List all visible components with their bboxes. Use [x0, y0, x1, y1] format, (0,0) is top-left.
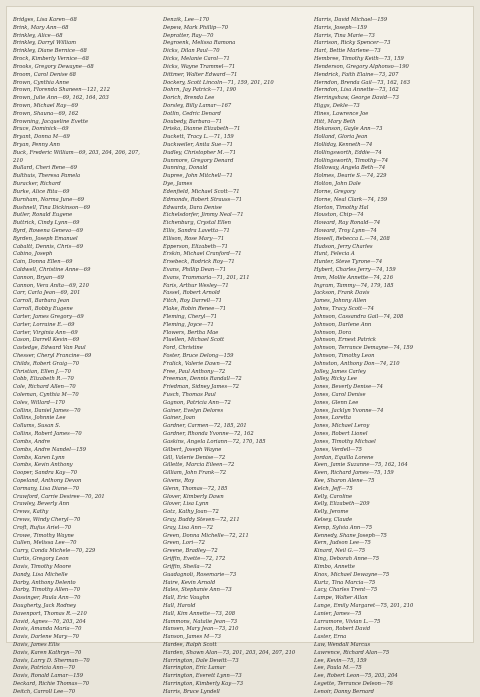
- index-entry: Dohrn, Jay Patrick—71, 190: [163, 87, 237, 94]
- index-entry: Crews, Windy Cheryl—70: [13, 517, 81, 523]
- index-entry: Buck, Frederic William—69, 203, 204, 206, 207,: [13, 149, 140, 156]
- index-entry: Hitt, Mary Beth: [314, 118, 356, 125]
- index-entry: Johnson, Ernest Patrick: [314, 337, 377, 344]
- index-column-2: [163, 17, 305, 697]
- index-entry: Lee, Robert Leon—75, 203, 204: [314, 673, 398, 680]
- index-entry: Knox, Michael Dewayne—75: [314, 571, 390, 578]
- index-entry: Dassinger, Paula Ann—70: [13, 595, 81, 602]
- index-entry: Henderson, Gregory Alphonso—190: [314, 63, 409, 70]
- index-entry: Free, Paul Anthony—72: [163, 368, 226, 375]
- index-entry: Depratter, Ray—70: [163, 32, 214, 39]
- index-entry: Davis, Timothy Moore: [13, 563, 72, 570]
- index-entry: Jones, Carol Denise: [314, 392, 366, 398]
- index-entry: Keen, Jamie Suzanne—75, 162, 164: [314, 462, 408, 469]
- index-entry: David, Agnes—70, 203, 204: [13, 618, 86, 625]
- index-entry: Combs, Kevin Anthony: [13, 462, 73, 469]
- index-entry: Horne, Gregory: [314, 188, 356, 195]
- index-entry: Gotz, Kathy Joan—72: [163, 509, 219, 516]
- index-entry: Christian, Ellen J.—70: [13, 368, 71, 375]
- index-entry: Johnson, Terrance Demayne—74, 159: [314, 345, 414, 352]
- index-entry: Kelly, Elizabeth—209: [314, 501, 370, 508]
- index-entry: Dicks, Melanie Carol—71: [163, 56, 230, 63]
- index-entry: Johnson, Darlene Ann: [314, 321, 372, 328]
- index-entry: Childs, Robert Graig—70: [13, 360, 80, 367]
- index-entry: Crews, Kathy: [13, 509, 49, 516]
- index-entry: Gilbert, Joseph Wayne: [163, 446, 222, 453]
- index-entry: Hembree, Timothy Keith—73, 159: [314, 56, 404, 63]
- index-entry: Fassel, Robert Arnold: [163, 290, 220, 297]
- index-entry: Gill, Valerie Denise—72: [163, 454, 226, 461]
- index-entry: Cain, Donna Ellen—69: [13, 259, 73, 266]
- index-entry: Ellis, Sandra Lavetta—71: [163, 227, 230, 234]
- index-entry: Byrd, Rowena Geneva—69: [13, 227, 83, 234]
- index-entry: Harden, Shawn Alan—73, 201, 203, 204, 207, 210: [163, 649, 296, 656]
- index-entry: Kimbo, Annette: [314, 563, 355, 570]
- index-entry: Carter, James Gregory—69: [13, 313, 84, 320]
- index-entry: Carter, Virginia Ann—69: [13, 329, 78, 336]
- index-entry: Jones, Verdell—75: [314, 446, 362, 453]
- index-entry: Griffin, Sheila—72: [163, 563, 212, 570]
- index-entry: Coles, Willard—170: [13, 399, 65, 406]
- index-entry: Guadagnoli, Rosemarie—73: [163, 571, 237, 578]
- index-column-3: [314, 17, 464, 697]
- index-entry: Dunmore, Gregory Denard: [163, 157, 234, 164]
- index-entry: Evans, Phillip Dean—71: [163, 267, 226, 273]
- index-entry: Hall, Harold: [163, 602, 196, 609]
- index-entry: Davis, Ronald Lamar—159: [13, 673, 84, 680]
- index-entry: Foster, Bruce Delong—159: [163, 352, 234, 359]
- index-entry: Jones, Loretta: [314, 415, 351, 422]
- index-entry: Gaskins, Angela Loriann—72, 170, 185: [163, 438, 266, 445]
- index-entry: Jolley, Ricky Lee: [314, 376, 357, 383]
- index-entry: Dicks, Wayne Trammel—71: [163, 63, 236, 70]
- index-entry: Dotlin, Cedric Denard: [163, 110, 221, 117]
- index-entry: Larson, Robert David: [314, 626, 371, 633]
- index-entry: James, Johnny Allen: [314, 298, 367, 305]
- index-entry: Hollingsworth, Timothy—74: [314, 157, 389, 164]
- index-entry: 210: [13, 157, 23, 164]
- index-entry: Lee, Paula M.—75: [314, 665, 362, 672]
- index-entry: Hales, Stephanie Ann—73: [163, 587, 232, 594]
- index-entry: Harrington, Everett Lynn—73: [163, 673, 242, 680]
- index-entry: Collins, Daniel James—70: [13, 407, 81, 414]
- index-entry: Lacy, Charles Trent—75: [314, 587, 378, 594]
- index-entry: Kelch, Jeff—75: [314, 485, 353, 492]
- index-entry: Kennedy, Shane Joseph—75: [314, 532, 387, 539]
- index-entry: Ford, Christine: [163, 345, 203, 352]
- index-entry: Daugherty, Jack Rodney: [13, 602, 76, 609]
- index-entry: Erskin, Michael Cranford—71: [163, 251, 242, 258]
- index-entry: Driska, Dianne Elizabeth—71: [163, 126, 241, 133]
- index-entry: Davis, James Ellis: [13, 642, 60, 648]
- index-entry: Brinkley, Alice—68: [13, 32, 63, 39]
- index-entry: Cormany, Lisa Diane—70: [13, 485, 80, 492]
- index-entry: Crawley, Beverly Ann: [13, 501, 70, 508]
- index-entry: Harris, Bruce Lyndell: [163, 688, 220, 695]
- index-entry: Broom, Carol Denise 68: [13, 71, 76, 78]
- index-entry: Keen, Richard James—75, 159: [314, 470, 394, 477]
- index-entry: Haire, Kevin Arnold: [163, 579, 216, 586]
- index-entry: Collums, Susan S.: [13, 423, 61, 430]
- index-entry: Kelsey, Claude: [314, 517, 353, 523]
- index-entry: Gilliam, John Frank—72: [163, 470, 227, 477]
- index-entry: Dandy, Lisa Michelle: [13, 571, 68, 578]
- index-entry: Brown, Michael Ray—69: [13, 102, 79, 109]
- index-entry: Carroll, Bobby Eugene: [13, 306, 73, 313]
- index-entry: Holton, John Dale: [314, 181, 361, 188]
- index-entry: Kern, Judson Lee—75: [314, 540, 371, 547]
- index-column-1: [13, 17, 155, 697]
- index-entry: Griffin, Evette—72, 172: [163, 556, 226, 563]
- index-entry: Coleman, Cynthia M—70: [13, 392, 79, 398]
- index-entry: Brinkley, Diane Bernice—68: [13, 48, 87, 55]
- index-entry: Howell, Rebecca L.—74, 208: [314, 235, 390, 242]
- index-entry: Johns, Tracy Scott—74: [314, 306, 374, 313]
- index-entry: Curtis, Gregory Leon: [13, 556, 69, 563]
- index-entry: Depew, Mark Phillip—70: [163, 24, 228, 31]
- index-entry: Bryant, Donna M—69: [13, 134, 70, 141]
- index-entry: Jones, Robert Lionel: [314, 431, 368, 438]
- index-entry: Dockery, Scott Lincoln—71, 159, 201, 210: [163, 79, 274, 86]
- index-entry: Cobb, Elizabeth R.—70: [13, 376, 74, 383]
- index-entry: Bridges, Lisa Karen—68: [13, 17, 77, 23]
- index-entry: Butler, Ronald Eugene: [13, 212, 73, 219]
- index-entry: Herndon, Lisa Annette—73, 162: [314, 87, 399, 94]
- index-entry: Collins, Johnnie Lee: [13, 415, 66, 422]
- index-entry: Brock, Kimberly Vernice—68: [13, 56, 89, 63]
- index-entry: Duckweiler, Anita Sue—71: [163, 142, 233, 148]
- index-entry: Holloway, Angela Beth—74: [314, 165, 386, 172]
- index-entry: Laster, Erna: [314, 634, 347, 641]
- index-entry: Glover, Lisa Lynn: [163, 501, 209, 508]
- index-page: [6, 6, 474, 695]
- index-entry: Gardner, Carmen—72, 185, 201: [163, 423, 247, 430]
- index-entry: Hall, Kim Annette—73, 208: [163, 610, 236, 617]
- index-entry: Hokanson, Gayle Ann—73: [314, 126, 383, 133]
- index-entry: Davis, Amanda Maria—70: [13, 626, 82, 633]
- index-entry: Hammons, Natalie Jean—73: [163, 618, 238, 625]
- index-entry: Carroll, Barbara Jean: [13, 298, 70, 305]
- index-entry: Davenport, Thomas R.—210: [13, 610, 87, 617]
- index-entry: Lanier, James—75: [314, 610, 362, 617]
- index-entry: Denzik, Lee—170: [163, 17, 210, 23]
- index-entry: Lenoir, Danny Bernard: [314, 688, 374, 695]
- index-entry: Ersebeck, Rodrick Roy—71: [163, 259, 235, 266]
- index-entry: Bruce, Dominick—69: [13, 126, 69, 133]
- index-entry: Duckett, Tracy L.—71, 159: [163, 134, 234, 141]
- index-entry: Howard, Ray Ronald—74: [314, 220, 381, 227]
- index-entry: Brink, Mary Ann—68: [13, 24, 69, 31]
- index-entry: Chesser, Cheryl Francine—69: [13, 352, 92, 359]
- index-entry: Hollingsworth, Eddie—74: [314, 149, 382, 156]
- index-entry: Davis, Patricia Ann—70: [13, 665, 75, 672]
- index-entry: Hanson, James M—73: [163, 634, 221, 641]
- index-entry: Brown, Julie Ann—69, 162, 164, 203: [13, 95, 109, 102]
- index-entry: Davis, Karen Kathryn—70: [13, 649, 82, 656]
- index-entry: Green, Donna Michelle—72, 211: [163, 532, 249, 539]
- index-entry: Brown, Shauna—69, 162: [13, 110, 79, 117]
- index-entry: Dye, James: [163, 181, 193, 188]
- index-entry: Fluellen, Michael Scott: [163, 337, 225, 344]
- index-entry: Kelly, Caroline: [314, 493, 353, 500]
- index-entry: Fitch, Roy Darrell—71: [163, 298, 222, 305]
- index-entry: Fleming, Cheryl—71: [163, 313, 218, 320]
- index-entry: Glenn, Thomas—72, 185: [163, 485, 228, 492]
- index-entry: Ingram, Tammy—74, 179, 185: [314, 282, 394, 289]
- index-entry: Jones, Jacklyn Yvonne—74: [314, 407, 384, 414]
- index-entry: Hansen, Mary Jean—73, 210: [163, 626, 239, 633]
- index-entry: Crawford, Carrie Desiree—70, 201: [13, 493, 105, 500]
- index-entry: Jones, Michael Leroy: [314, 423, 370, 430]
- index-entry: Dorich, Brenda Lee: [163, 95, 215, 102]
- index-entry: Lee, Kevin—75, 159: [314, 657, 367, 664]
- index-entry: Lange, Emily Margaret—75, 201, 210: [314, 602, 414, 609]
- index-entry: Greene, Bradley—72: [163, 548, 218, 555]
- index-entry: Dudley, Christopher M.—71: [163, 149, 237, 156]
- index-entry: Houston, Chip—74: [314, 212, 364, 219]
- index-entry: Hines, Lawrence Joe: [314, 110, 369, 117]
- index-entry: Kee, Sharon Alene—75: [314, 477, 375, 484]
- index-entry: Jones, Beverly Denise—74: [314, 384, 383, 391]
- index-entry: Eichenburg, Crystal Ellen: [163, 220, 231, 227]
- index-entry: Imm, Mollie Annette—74, 216: [314, 274, 394, 281]
- index-entry: Higgs, Dekle—73: [314, 102, 360, 109]
- index-entry: Evans, Trammaria—71, 201, 211: [163, 274, 250, 281]
- index-entry: Dorsley, Billy Lamar—167: [163, 102, 232, 109]
- index-entry: Holmes, Dearie S.—74, 229: [314, 173, 387, 180]
- index-entry: Larramore, Vivian L.—75: [314, 618, 381, 625]
- index-entry: Brown, Florenda Shaneen—121, 212: [13, 87, 110, 94]
- index-entry: Darby, Anthony Delento: [13, 579, 76, 586]
- index-entry: Harrison, Ricky Spencer—73: [314, 40, 391, 47]
- index-entry: Harris, Joseph—159: [314, 24, 367, 31]
- index-entry: Flowers, Bertha Mae: [163, 329, 219, 336]
- index-entry: Lampe, Walter Allan: [314, 595, 368, 602]
- index-entry: Gainer, Joan: [163, 415, 196, 422]
- index-entry: Jolley, James Carley: [314, 368, 366, 375]
- index-entry: Faris, Arthur Wesley—71: [163, 282, 229, 289]
- index-entry: Lawrence, Richard Alan—75: [314, 649, 390, 656]
- index-entry: Edenfield, Michael Scott—71: [163, 188, 240, 195]
- index-entry: Buracker, Richard: [13, 181, 61, 188]
- index-entry: Hybert, Charles Jerry—74, 159: [314, 267, 396, 273]
- index-entry: Cason, Darrell Kevin—69: [13, 337, 80, 344]
- index-entry: Deitch, Carroll Lee—70: [13, 688, 76, 695]
- index-entry: Hardee, Ralph Scott: [163, 642, 217, 648]
- index-entry: Dicks, Dilan Paul—70: [163, 48, 220, 55]
- index-entry: Epperson, Elizabeth—71: [163, 243, 228, 250]
- index-entry: Dupree, John Mitchell—71: [163, 173, 233, 180]
- index-entry: Hunt, Felecia A: [314, 251, 355, 258]
- index-entry: Gray, Buddy Steven—72, 211: [163, 517, 240, 523]
- index-entry: Friedman, Sidney James—72: [163, 384, 239, 391]
- index-entry: Crowe, Timothy Wayne: [13, 532, 74, 539]
- index-entry: Johnson, Timothy Leon: [314, 352, 375, 359]
- index-entry: Burke, Alice Rita—69: [13, 188, 70, 195]
- index-entry: Hendrick, Faith Elaine—73, 207: [314, 71, 399, 78]
- index-entry: Carr, Carla Jean—69, 201: [13, 290, 81, 297]
- index-entry: Horton, Timothy Hal: [314, 204, 369, 211]
- index-entry: Herringshaw, George David—73: [314, 95, 399, 102]
- index-entry: Curry, Conda Michele—70, 229: [13, 548, 96, 555]
- index-entry: Harris, Tina Marie—73: [314, 32, 375, 39]
- index-entry: Dittmer, Walter Edward—71: [163, 71, 238, 78]
- index-entry: Copeland, Anthony Devon: [13, 477, 82, 484]
- index-entry: Byrden, Joseph Emanuel: [13, 235, 78, 242]
- index-entry: Kinard, Neil G.—75: [314, 548, 366, 555]
- index-entry: Johnson, Cassandra Gail—74, 208: [314, 313, 404, 320]
- index-entry: Eichelsdorfer, Jimmy Neal—71: [163, 212, 244, 219]
- index-entry: Ellison, Rose Mary—71: [163, 235, 225, 242]
- index-entry: Hall, Eric Vaughn: [163, 595, 210, 602]
- index-entry: Cabaltt, Dennis, Chris—69: [13, 243, 84, 250]
- index-entry: Gardner, Rhonda Yvonne—72, 162: [163, 431, 254, 438]
- index-entry: Horne, Neal Clark—74, 159: [314, 196, 388, 203]
- index-entry: Kemp, Sylvia Ann—75: [314, 524, 373, 531]
- index-entry: Combs, Andre Nandel—159: [13, 446, 87, 453]
- index-entry: Holland, Gloria Jean: [314, 134, 368, 141]
- index-entry: Hart, Bettie Marlene—73: [314, 48, 381, 55]
- index-entry: Buttrick, Cindy Lynn—69: [13, 220, 80, 227]
- index-entry: Hunter, Steve Tyrone—74: [314, 259, 383, 266]
- index-entry: Carter, Lorraine E.—69: [13, 321, 75, 328]
- index-entry: Howard, Troy Lynn—74: [314, 227, 377, 234]
- index-entry: Flake, Robin Renee—71: [163, 306, 227, 313]
- index-entry: Gagnon, Patricia Ann—72: [163, 399, 231, 406]
- index-entry: Dunning, Donald: [163, 165, 208, 172]
- index-entry: Degroenk, Melissa Ramona: [163, 40, 236, 47]
- index-entry: Davis, Darlene Mary—70: [13, 634, 79, 641]
- index-entry: Burnham, Norma June—69: [13, 196, 85, 203]
- index-entry: Harris, David Michael—159: [314, 17, 388, 23]
- index-entry: Bulthuis, Theresa Pamela: [13, 173, 81, 180]
- index-entry: Fralick, Valerie Dawn—72: [163, 360, 232, 367]
- index-entry: Harrington, Kimberly Kay—73: [163, 681, 243, 688]
- index-entry: Brinkley, Darryl William: [13, 40, 77, 47]
- index-entry: Bullard, Cheri Rene—69: [13, 165, 78, 172]
- index-entry: Johnson, Dora: [314, 329, 352, 336]
- index-entry: Browning, Jacqueline Evette: [13, 118, 89, 125]
- index-entry: Jordan, Equilla Lorene: [314, 454, 374, 461]
- index-entry: Edmonds, Robert Strauss—71: [163, 196, 243, 203]
- index-entry: Cannon, Bryan—69: [13, 274, 64, 281]
- index-entry: Bryan, Penny Ann: [13, 142, 60, 148]
- index-entry: King, Deborah Anne—75: [314, 556, 380, 563]
- index-entry: Green, Lori—72: [163, 540, 205, 547]
- index-entry: Davis, Larry D. Sherman—70: [13, 657, 90, 664]
- index-entry: Kurtz, Tina Marcia—75: [314, 579, 376, 586]
- index-entry: Law, Wendall Marcus: [314, 642, 371, 648]
- index-entry: Glover, Kimberly Dawn: [163, 493, 224, 500]
- index-entry: Darby, Timothy Allen—70: [13, 587, 81, 594]
- index-entry: Combs, Karen Lynn: [13, 454, 65, 461]
- index-entry: Combs, Andre: [13, 438, 51, 445]
- index-entry: Jackson, Frank Davis: [314, 290, 370, 297]
- index-entry: Doubedy, Barbara—71: [163, 118, 223, 125]
- index-entry: Holliday, Kenneth—74: [314, 142, 373, 148]
- index-entry: Fusch, Thomas Paul: [163, 392, 216, 398]
- index-entry: Johnston, Anthony Don—74, 210: [314, 360, 400, 367]
- index-entry: Castedge, Edward Van Paul: [13, 345, 86, 352]
- index-entry: Fleming, Joyce—71: [163, 321, 214, 328]
- index-entry: Brooks, Gregory Dewayne—68: [13, 63, 94, 70]
- index-entry: Bushnell, Tina Dickinson—69: [13, 204, 91, 211]
- index-entry: Cabino, Joseph: [13, 251, 53, 258]
- index-entry: Kelly, Jerome: [314, 509, 349, 516]
- index-entry: Cole, Richard Allen—70: [13, 384, 76, 391]
- index-entry: Harrington, Dale Dewitt—73: [163, 657, 239, 664]
- index-entry: Caldwell, Christine Anne—69: [13, 267, 91, 273]
- index-entry: Herndon, Brenda Gail—73, 162, 163: [314, 79, 411, 86]
- index-entry: Croft, Rufus Ariel—70: [13, 524, 72, 531]
- index-entry: Harrington, Eric Lamar: [163, 665, 226, 672]
- index-entry: Freeman, Dennis Randall—72: [163, 376, 242, 383]
- index-entry: Gillette, Marcia Eileen—72: [163, 462, 235, 469]
- index-entry: Givens, Roy: [163, 477, 195, 484]
- index-entry: Cannon, Vera Anita—69, 210: [13, 282, 89, 289]
- index-entry: Legette, Terrance Deleon—76: [314, 681, 393, 688]
- index-entry: Brown, Cynthia Anne: [13, 79, 70, 86]
- index-entry: Edwards, Dara Denise: [163, 204, 222, 211]
- index-entry: Jones, Timothy Michael: [314, 438, 376, 445]
- index-entry: Hudson, Jerry Charles: [314, 243, 373, 250]
- index-entry: Collins, Robert James—70: [13, 431, 82, 438]
- index-entry: Gray, Lisa Ann—72: [163, 524, 213, 531]
- index-entry: Cullen, Melissa Lee—70: [13, 540, 77, 547]
- index-entry: Cooper, Sandra Kay—70: [13, 470, 78, 477]
- index-entry: Gainer, Evelyn Delores: [163, 407, 224, 414]
- index-entry: Jones, Glenn Lee: [314, 399, 359, 406]
- index-entry: Deckard, Richie Thomas—70: [13, 681, 90, 688]
